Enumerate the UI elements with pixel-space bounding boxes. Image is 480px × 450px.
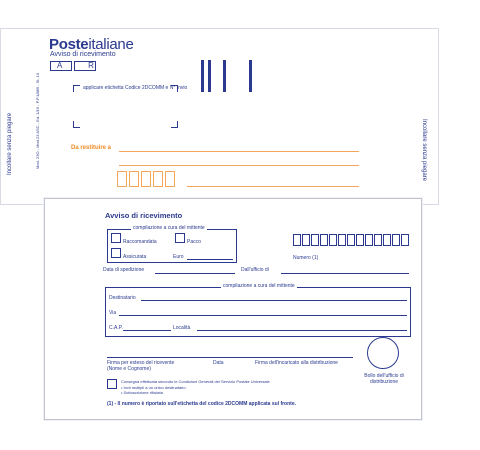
- bullet-2: • Sottoscrizione rifiutata: [121, 390, 163, 395]
- localita-line: [197, 330, 407, 331]
- brand-bold: Poste: [49, 36, 89, 53]
- bollo-label: Bollo dell'ufficio di distribuzione: [364, 373, 404, 385]
- ufficio-label: Dall'ufficio di: [241, 267, 269, 273]
- firma-ricevente: Firma per esteso del ricevente: [107, 360, 175, 366]
- label-assicurata: Assicurata: [123, 254, 147, 260]
- label-raccomandata: Raccomandata: [123, 239, 157, 245]
- label-pacco: Pacco: [187, 239, 201, 245]
- label-corner-tl: [73, 85, 80, 92]
- front-title: Avviso di ricevimento: [105, 211, 183, 220]
- checkbox-assicurata[interactable]: [111, 248, 121, 258]
- signature-line: [107, 357, 353, 358]
- side-text-right: Incollare senza piegare: [421, 119, 427, 182]
- data-spedizione-line: [155, 273, 235, 274]
- cap-line: [123, 330, 171, 331]
- return-label: Da restituire a: [71, 145, 112, 151]
- front-card: [44, 198, 422, 420]
- return-line-2: [119, 165, 359, 166]
- nome-cognome: (Nome e Cognome): [107, 366, 151, 372]
- via-label: Via: [109, 310, 117, 316]
- back-subtitle: Avviso di ricevimento: [50, 51, 116, 58]
- destinatario-label: Destinatario: [109, 295, 136, 301]
- consegna-text: Consegna effettuata secondo le Condizioni Generali del Servizio Postale Universale: [121, 379, 270, 384]
- side-text-left: Incollare senza piegare: [7, 112, 13, 175]
- localita-label: Località: [173, 325, 191, 331]
- destinatario-line: [141, 300, 407, 301]
- brand-regular: italiane: [88, 36, 134, 53]
- checkbox-consegna[interactable]: [107, 379, 117, 389]
- label-corner-bl: [73, 121, 80, 128]
- footnote: (1) - Il numero è riportato sull'etichetta del codice 2DCOMM applicata sul fronte.: [107, 401, 296, 407]
- euro-line: [187, 259, 233, 260]
- data-spedizione-label: Data di spedizione: [103, 267, 145, 273]
- firma-incaricato: Firma dell'incaricato alla distribuzione: [255, 360, 338, 366]
- label-corner-tr: [171, 85, 178, 92]
- return-line-3: [187, 186, 359, 187]
- ufficio-line: [281, 273, 409, 274]
- numero-label: Numero (1): [293, 255, 319, 261]
- checkbox-pacco[interactable]: [175, 233, 185, 243]
- bullet-1: • Invii multipli a un unico destinatario: [121, 385, 186, 390]
- sender-section: compilazione a cura del mittente: [133, 225, 205, 231]
- barcode-hint: applicare etichetta Codice 2DCOMM e N° Invio: [83, 85, 188, 91]
- sender-section-2: compilazione a cura del mittente: [223, 283, 295, 289]
- ar-label: A R: [57, 61, 106, 70]
- via-line: [119, 315, 407, 316]
- label-euro: Euro: [173, 254, 184, 260]
- back-card: [0, 28, 439, 205]
- small-code: Mod. 23O - Mod.23 ASC - Ed. 1/19 - P.P.1/889 - St. 10: [35, 72, 40, 169]
- cap-label: C.A.P.: [109, 325, 123, 331]
- return-line-1: [119, 151, 359, 152]
- checkbox-raccomandata[interactable]: [111, 233, 121, 243]
- bollo-circle: [367, 337, 399, 369]
- label-corner-br: [171, 121, 178, 128]
- data-label: Data: [213, 360, 224, 366]
